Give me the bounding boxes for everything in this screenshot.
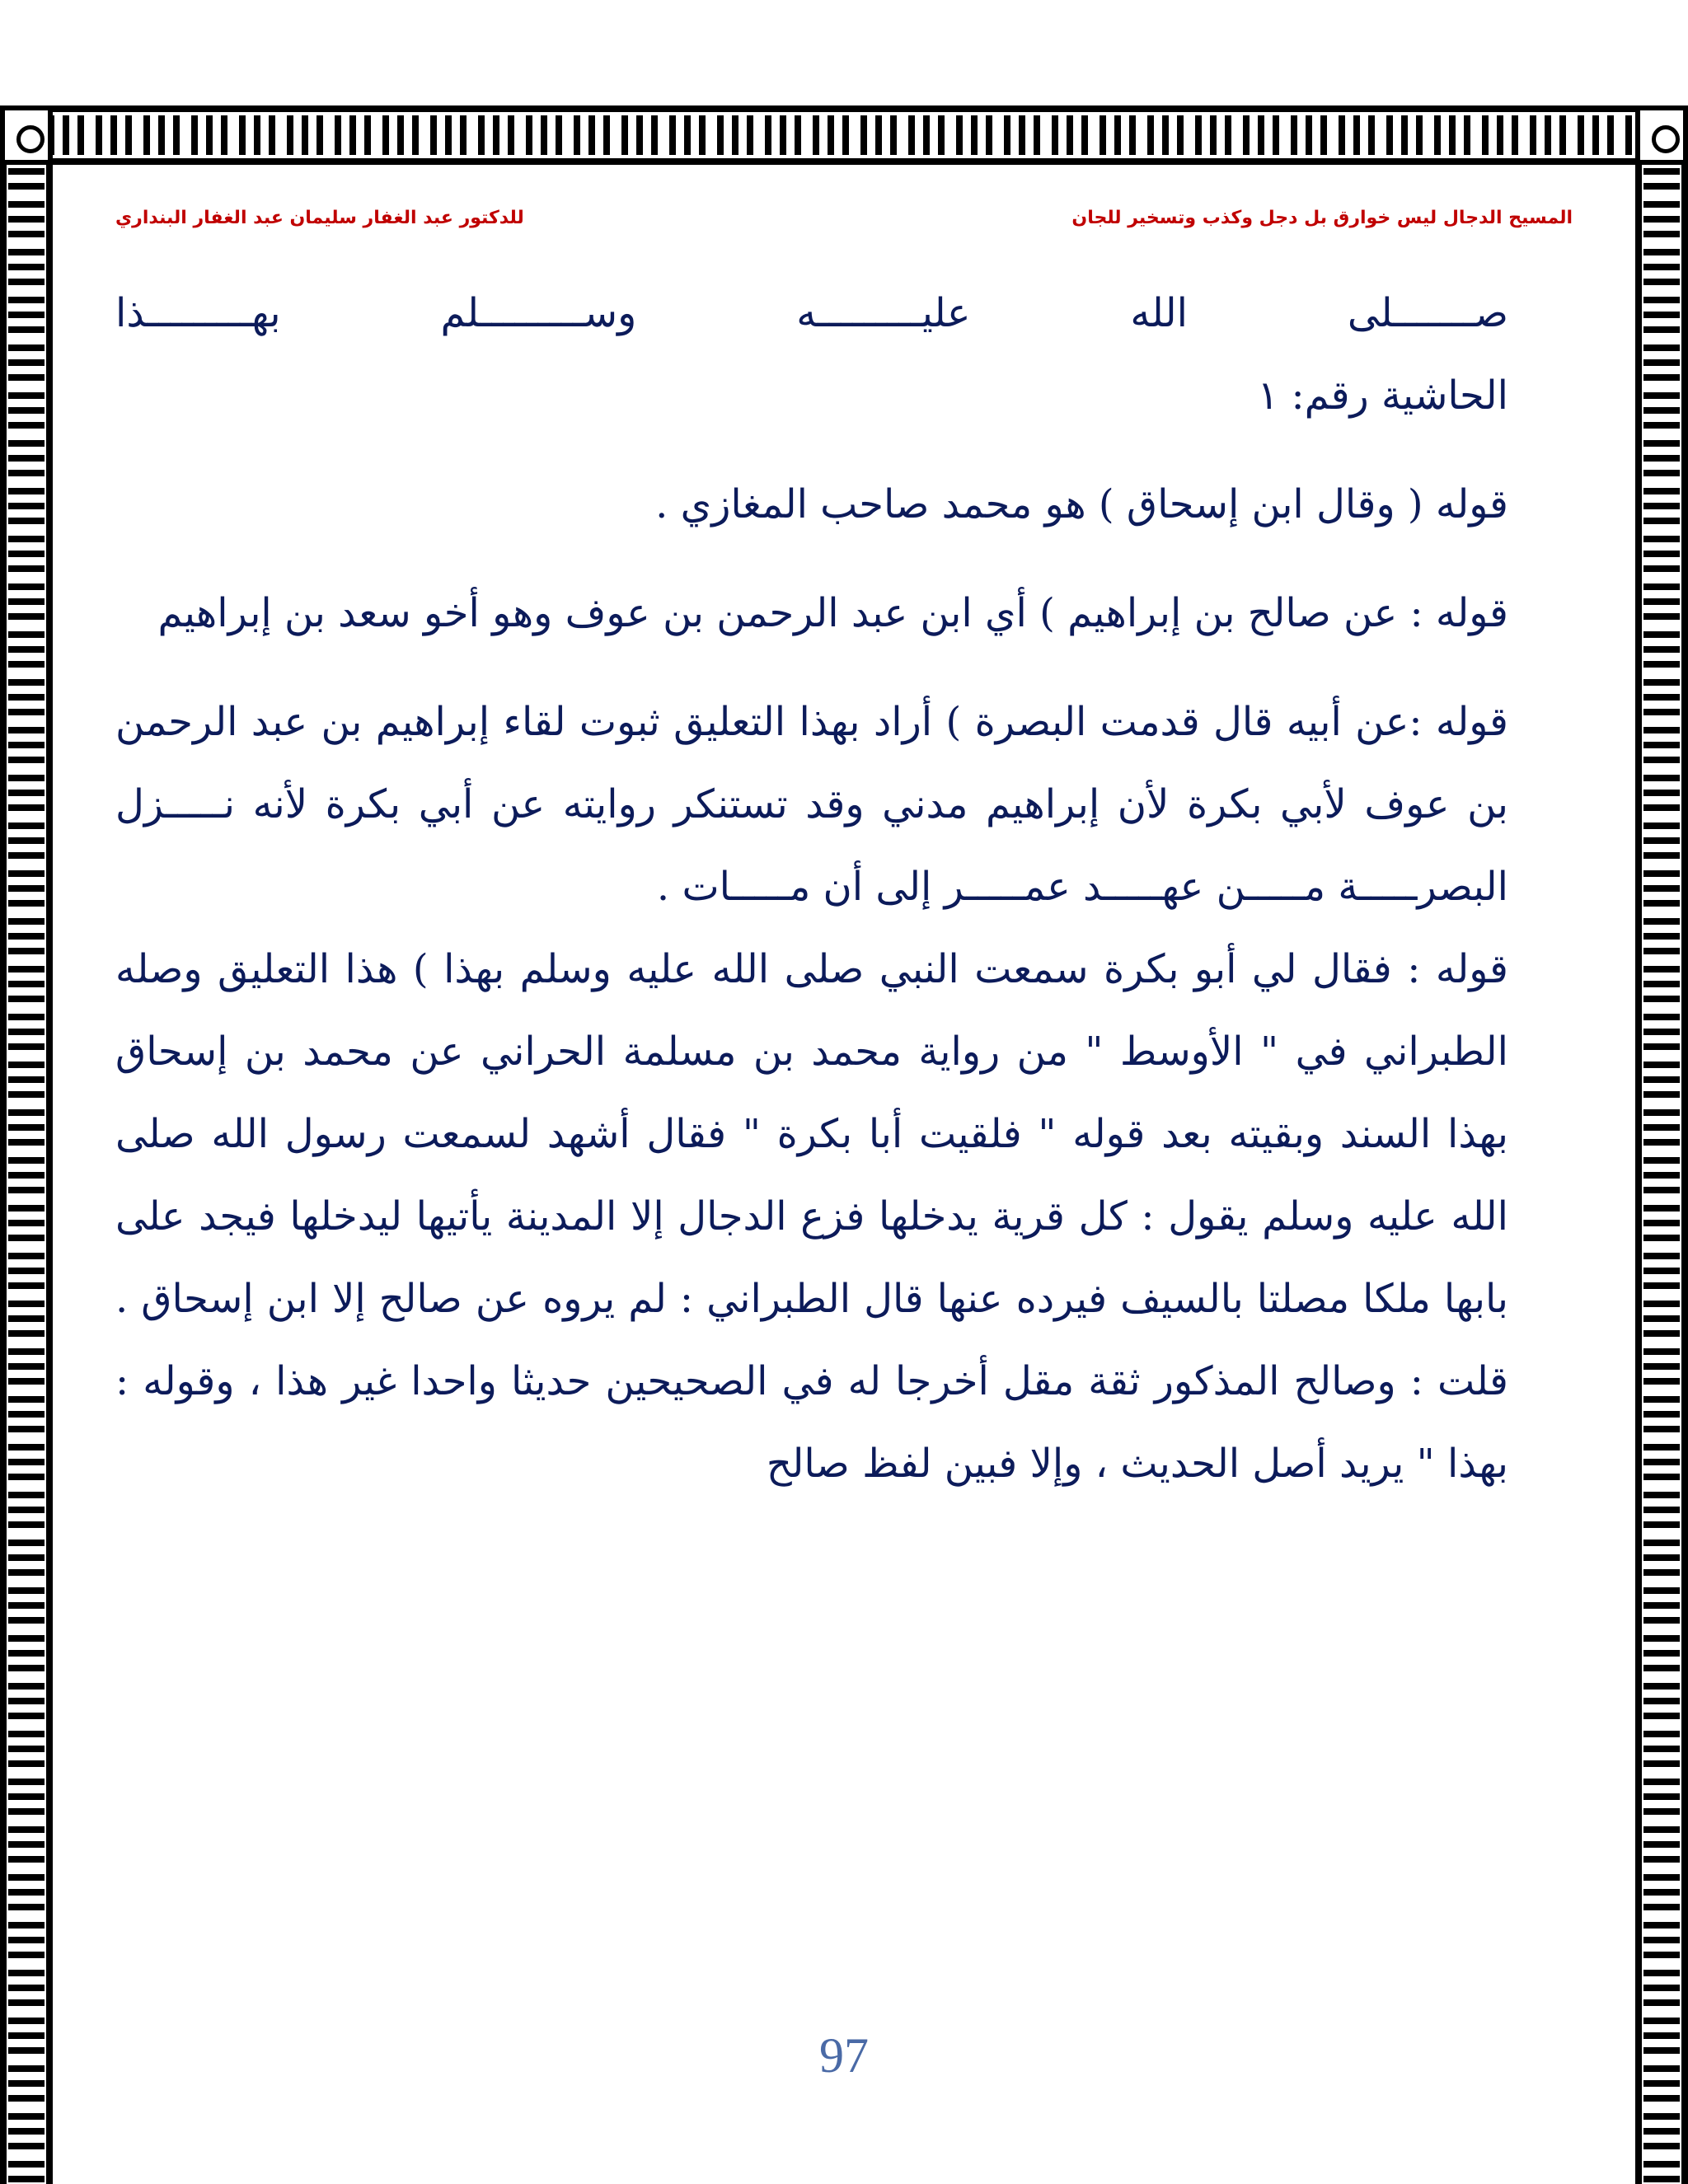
page-number: 97 — [819, 2028, 869, 2083]
paragraph-ibn-ishaq: قوله ( وقال ابن إسحاق ) هو محمد صاحب المغازي . — [655, 481, 1508, 527]
border-corner-left — [0, 105, 53, 165]
page-body — [115, 272, 1508, 1505]
page-border-top — [0, 105, 1688, 165]
page-border-right — [1635, 105, 1688, 2184]
footnote-heading: الحاشية رقم: ١ — [1257, 373, 1508, 419]
running-header — [115, 208, 1573, 241]
author-name: للدكتور عبد الغفار سليمان عبد الغفار البنداري — [115, 208, 524, 228]
border-corner-right — [1635, 105, 1688, 165]
page-border-left — [0, 105, 53, 2184]
paragraph-abu-bakra: قوله : فقال لي أبو بكرة سمعت النبي صلى الله عليه وسلم بهذا ) هذا التعليق وصله الطبراني في " الأوسط " من رواية محمد بن مسلمة الحراني عن محمد بن إسحاق بهذا السند وبقيته بعد قوله " فلقيت أبا بكرة " فقال أشهد لسمعت رسول الله صلى الله عليه وسلم يقول : كل قرية يدخلها فزع الدجال إلا المدينة يأتيها ليدخلها فيجد على بابها ملكا مصلتا بالسيف فيرده عنها قال الطبراني : لم يروه عن صالح إلا ابن إسحاق . قلت : وصالح المذكور ثقة مقل أخرجا له في الصحيحين حديثا واحدا غير هذا ، وقوله : بهذا " يريد أصل الحديث ، وإلا فبين لفظ صالح — [115, 946, 1508, 1487]
book-title: المسيح الدجال ليس خوارق بل دجل وكذب وتسخير للجان — [1071, 208, 1573, 228]
paragraph-basra: قوله :عن أبيه قال قدمت البصرة ) أراد بهذا التعليق ثبوت لقاء إبراهيم بن عبد الرحمن بن عوف لأبي بكرة لأن إبراهيم مدني وقد تستنكر روايته عن أبي بكرة لأنه نـــــزل البصرـــــة مـــــن عهـــــد عمـــــر إلى أن مـــــات . — [115, 699, 1509, 910]
paragraph-continuation: صـــــــلى الله عليـــــــــه وســـــــــلم بهـــــــــذا — [115, 290, 1508, 336]
paragraph-salih: قوله : عن صالح بن إبراهيم ) أي ابن عبد الرحمن بن عوف وهو أخو سعد بن إبراهيم — [157, 590, 1508, 636]
